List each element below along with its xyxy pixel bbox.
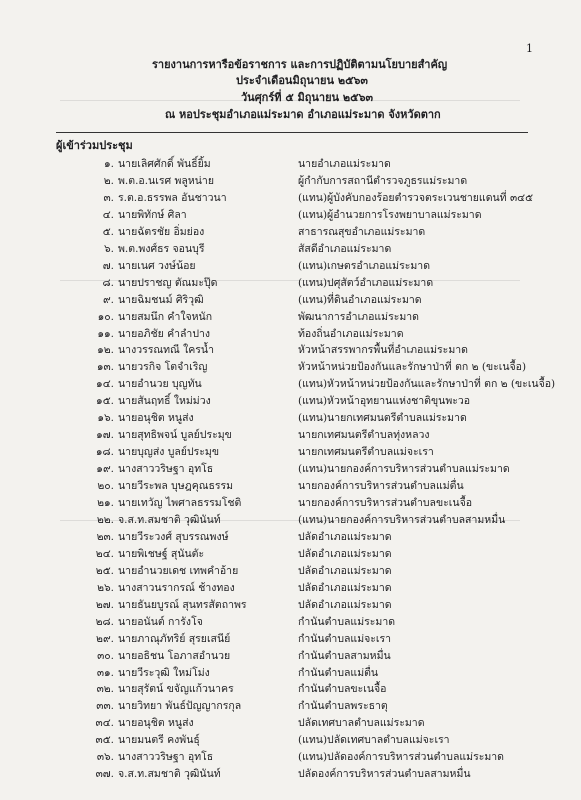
attendee-position: ปลัดอำเภอแม่ระมาด [298,530,392,543]
attendee-position: พัฒนาการอำเภอแม่ระมาด [298,310,419,323]
attendee-position: ผู้กำกับการสถานีตำรวจภูธรแม่ระมาด [298,174,468,187]
attendee-row [0,511,581,528]
attendee-name: นางสาวนรากรณ์ ช้างทอง [118,581,235,594]
attendee-row [0,341,581,358]
attendee-name: นายปราชญ ตัณมะปุ๊ด [118,276,218,289]
attendee-name: นายอนุชิต หนูส่ง [118,717,194,730]
attendee-row [0,291,581,308]
attendee-position: ปลัดอำเภอแม่ระมาด [298,547,392,560]
attendee-name: นายอำนวยเดช เทพคำอ้าย [118,564,239,577]
attendee-number: ๒๐. [97,480,114,493]
attendee-row [0,274,581,291]
attendee-row [0,257,581,274]
attendee-row [0,426,581,443]
attendee-name: นายสุรัตน์ ขจัญแก้วนาคร [118,683,234,696]
page-number: 1 [526,42,533,55]
attendee-number: ๗. [102,259,114,272]
attendee-position: หัวหน้าสรรพากรพื้นที่อำเภอแม่ระมาด [298,344,468,357]
meeting-date: วันศุกร์ที่ ๕ มิถุนายน ๒๕๖๓ [241,91,373,104]
attendee-position: ปลัดอำเภอแม่ระมาด [298,581,392,594]
attendee-number: ๒๙. [96,632,114,645]
attendee-name: นายบุญส่ง บูลย์ประมุข [118,446,220,459]
attendee-name: นายอนุชิต หนูส่ง [118,412,194,425]
attendee-row [0,579,581,596]
attendee-number: ๓๓. [96,700,114,713]
attendee-position: (แทน)นายกเทศมนตรีตำบลแม่ระมาด [298,412,467,425]
attendee-number: ๑๘. [95,446,114,459]
attendee-number: ๔. [102,208,114,221]
attendee-row [0,647,581,664]
attendee-row [0,731,581,748]
attendee-row [0,545,581,562]
attendee-position: นายกเทศมนตรีตำบลทุ่งหลวง [298,429,430,442]
attendee-number: ๘. [102,276,114,289]
attendee-name: นายสมนึก คำใจหนัก [118,310,213,323]
attendee-number: ๕. [102,225,114,238]
attendee-name: นายเนศ วงษ์น้อย [118,259,196,272]
attendee-position: นายกองค์การบริหารส่วนตำบลแม่ตื่น [298,480,464,493]
attendee-number: ๓๗. [95,768,114,781]
attendee-number: ๑๙. [96,463,114,476]
attendee-name: นายเทวัญ ไพศาลธรรมโชติ [118,497,242,509]
attendee-position: (แทน)ที่ดินอำเภอแม่ระมาด [298,293,422,306]
attendee-name: นายฉัตรชัย อิ่มย่อง [118,225,205,238]
attendee-number: ๙. [102,293,114,306]
attendee-name: ร.ต.อ.ธรรพล อันชาวนา [118,191,227,204]
attendee-number: ๒๒. [96,513,114,526]
attendee-position: กำนันตำบลขะเนจื้อ [298,683,387,696]
attendee-name: นายวีระวุฒิ ใหม่โม่ง [118,666,210,679]
attendee-name: นายวีระพล บุษฎคุณธรรม [118,480,234,493]
attendee-number: ๒๘. [95,615,114,628]
attendee-number: ๑๔. [96,378,114,391]
attendee-row [0,206,581,223]
attendee-name: นายวีระวงศ์ สุบรรณพงษ์ [118,530,229,543]
report-month: ประจำเดือนมิถุนายน ๒๕๖๓ [236,74,368,87]
attendee-row [0,460,581,477]
attendee-row [0,714,581,731]
attendee-position: (แทน)นายกองค์การบริหารส่วนตำบลสามหมื่น [298,513,506,526]
attendee-row [0,494,581,511]
attendee-row [0,630,581,647]
attendee-position: สาธารณสุขอำเภอแม่ระมาด [298,225,426,238]
attendee-row [0,240,581,257]
attendee-number: ๑๗. [96,429,114,442]
attendee-name: นางสาววริษฐา อุทโธ [118,751,214,764]
attendee-row [0,613,581,630]
attendee-name: นายอธิชน โอภาสอำนวย [118,649,231,662]
attendee-name: จ.ส.ท.สมชาติ วุฒินันท์ [118,768,221,781]
attendee-position: ปลัดอำเภอแม่ระมาด [298,598,392,611]
attendee-name: นายสุทธิพจน์ บูลย์ประมุข [118,429,232,442]
attendee-position: ปลัดอำเภอแม่ระมาด [298,564,392,577]
attendee-name: นายพิเชษฐ์ สุนันตัะ [118,547,205,560]
attendee-position: (แทน)ปศุสัตว์อำเภอแม่ระมาด [298,276,434,289]
attendee-position: (แทน)ผู้อำนวยการโรงพยาบาลแม่ระมาด [298,208,482,221]
attendee-name: นายมนตรี คงพันธุ์ [118,734,200,747]
attendee-row [0,443,581,460]
attendee-row [0,477,581,494]
attendee-name: นายเลิศศักดิ์ พันธิ์ยิ้ม [118,158,211,170]
attendee-row [0,562,581,579]
attendee-row [0,748,581,765]
attendee-name: นายวิทยา พันธ์ปัญญากรกุล [118,700,242,713]
attendee-number: ๓. [103,191,114,204]
attendee-row [0,392,581,409]
attendee-name: นายฉิมชนม์ ศิริวุฒิ [118,293,204,306]
attendee-row [0,189,581,206]
attendee-row [0,664,581,681]
attendee-position: (แทน)หัวหน้าอุทยานแห่งชาติขุนพะวอ [298,395,471,408]
attendee-position: (แทน)ผู้บังคับกองร้อยตำรวจตระเวนชายแดนที่ ๓๔๕ [298,191,534,204]
attendee-row [0,697,581,714]
attendee-position: ปลัดองค์การบริหารส่วนตำบลสามหมื่น [298,768,471,781]
attendee-number: ๖. [103,242,114,255]
attendee-name: นายวรกิจ โตจำเริญ [118,361,208,374]
attendee-row [0,155,581,172]
attendee-name: นางวรรณทณี ใครน้ำ [118,344,214,357]
attendee-position: ปลัดเทศบาลตำบลแม่ระมาด [298,717,425,730]
attendee-row [0,528,581,545]
attendee-row [0,680,581,697]
attendee-position: กำนันตำบลแม่ตื่น [298,666,379,679]
attendee-number: ๑๑. [97,327,114,340]
attendee-number: ๓๖. [96,751,114,764]
attendee-position: นายกองค์การบริหารส่วนตำบลขะเนจื้อ [298,497,473,509]
attendee-position: ท้องถิ่นอำเภอแม่ระมาด [298,327,404,340]
attendee-number: ๓๔. [95,717,114,730]
attendee-number: ๒๕. [95,564,114,577]
attendee-position: กำนันตำบลพระธาตุ [298,700,388,713]
attendee-name: พ.ต.พงศ์ธร จอนบุรี [118,242,205,255]
attendee-position: กำนันตำบลแม่จะเรา [298,632,392,645]
attendee-position: (แทน)หัวหน้าหน่วยป้องกันและรักษาป่าที่ ตก ๒ (ขะเนจื้อ) [298,378,556,391]
attendee-number: ๓๑. [96,666,114,679]
attendee-row [0,358,581,375]
attendee-position: กำนันตำบลสามหมื่น [298,649,391,662]
attendee-row [0,172,581,189]
attendee-name: นายธันยบูรณ์ สุนทรสัตถาพร [118,598,247,611]
attendee-number: ๑๓. [96,361,114,374]
attendee-name: นางสาววริษฐา อุทโธ [118,463,214,476]
attendee-name: พ.ต.อ.นเรศ พลูหน่าย [118,174,214,187]
attendee-position: นายอำเภอแม่ระมาด [298,158,391,170]
attendee-row [0,409,581,426]
attendee-position: หัวหน้าหน่วยป้องกันและรักษาป่าที่ ตก ๒ (ขะเนจื้อ) [298,361,527,374]
attendee-position: สัสดีอำเภอแม่ระมาด [298,242,392,255]
attendee-name: นายอนันต์ การังโจ [118,615,203,628]
attendee-number: ๑๕. [96,395,114,408]
attendee-number: ๒๔. [95,547,114,560]
attendee-name: นายพิทักษ์ ศิลา [118,208,187,221]
attendee-row [0,596,581,613]
attendee-position: กำนันตำบลแม่ระมาด [298,615,396,628]
attendee-row [0,325,581,342]
section-title: ผู้เข้าร่วมประชุม [56,139,133,152]
attendee-position: (แทน)นายกองค์การบริหารส่วนตำบลแม่ระมาด [298,463,510,476]
attendee-row [0,765,581,782]
attendee-number: ๓๐. [97,649,114,662]
attendee-row [0,375,581,392]
attendee-number: ๑๐. [97,310,114,323]
meeting-venue: ณ หอประชุมอำเภอแม่ระมาด อำเภอแม่ระมาด จังหวัดตาก [165,108,441,121]
attendee-number: ๒๑. [97,497,114,509]
attendee-number: ๒๓. [96,530,114,543]
attendee-row [0,223,581,240]
attendee-name: นายสันฤทธิ์ ใหม่ม่วง [118,395,211,408]
attendee-row [0,308,581,325]
attendee-number: ๓๒. [96,683,114,696]
header-divider [56,132,528,133]
attendee-name: นายอำนวย บุญทัน [118,378,202,391]
attendee-number: ๓๕. [95,734,114,747]
attendee-position: นายกเทศมนตรีตำบลแม่จะเรา [298,446,434,459]
attendee-name: นายภาณุภัทริย์ สุรยเสนีย์ [118,632,231,645]
attendee-number: ๒๖. [97,581,114,594]
attendee-number: ๑. [103,158,114,170]
attendee-number: ๑๖. [97,412,114,425]
attendee-name: จ.ส.ท.สมชาติ วุฒินันท์ [118,513,221,526]
attendee-number: ๑๒. [97,344,114,357]
attendee-position: (แทน)ปลัดองค์การบริหารส่วนตำบลแม่ระมาด [298,751,504,764]
attendee-position: (แทน)ปลัดเทศบาลตำบลแม่จะเรา [298,734,450,747]
attendee-name: นายอภิชัย คำลำปาง [118,327,211,340]
attendee-position: (แทน)เกษตรอำเภอแม่ระมาด [298,259,431,272]
attendee-number: ๒๗. [95,598,114,611]
attendee-number: ๒. [103,174,114,187]
report-title: รายงานการหารือข้อราชการ และการปฏิบัติตามนโยบายสำคัญ [152,58,448,71]
